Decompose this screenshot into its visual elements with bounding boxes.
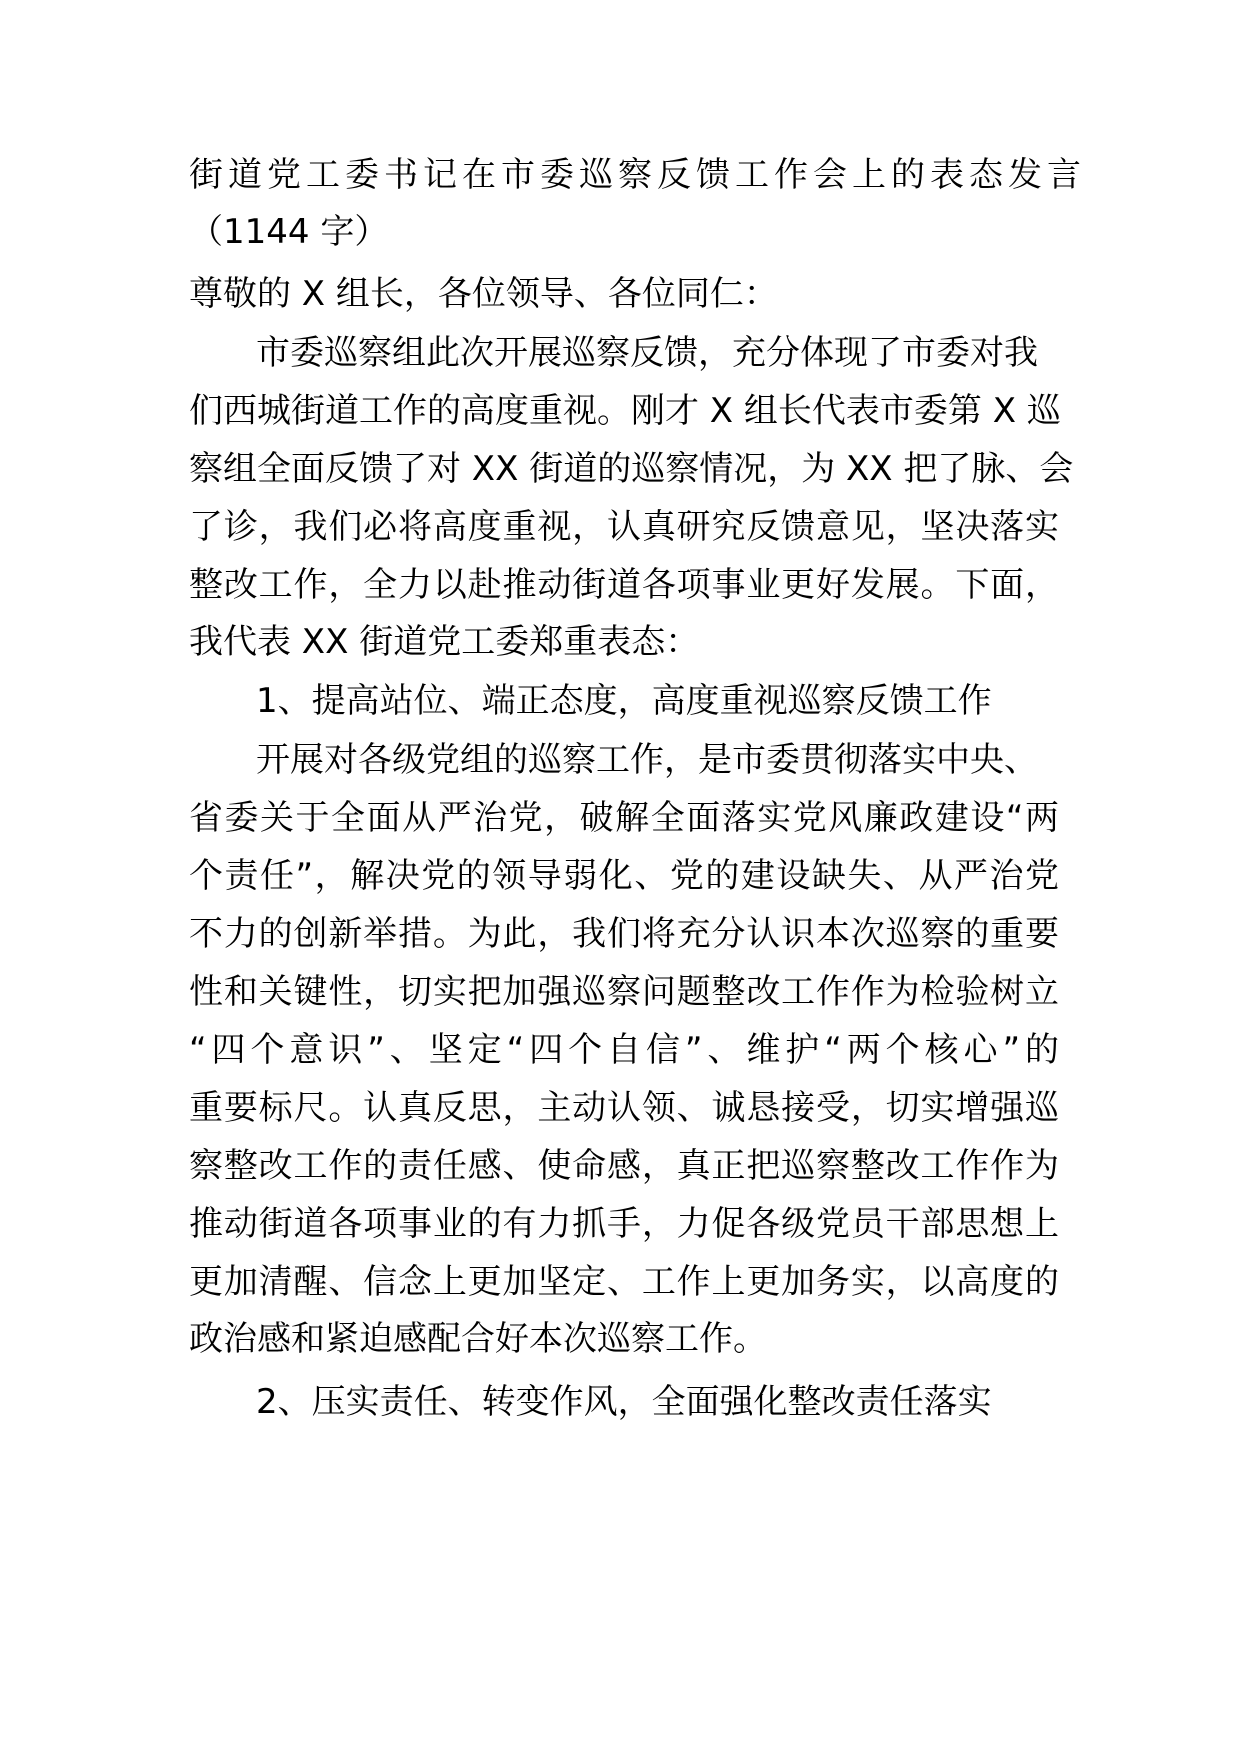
paragraph-1-line-3: 察组全面反馈了对 XX 街道的巡察情况，为 XX 把了脉、会 [189,449,1074,489]
paragraph-2-line-9: 推动街道各项事业的有力抓手，力促各级党员干部思想上 [189,1204,1059,1244]
paragraph-2-line-3: 个责任”，解决党的领导弱化、党的建设缺失、从严治党 [189,856,1059,896]
paragraph-1-line-5: 整改工作，全力以赴推动街道各项事业更好发展。下面， [189,565,1059,605]
paragraph-2-line-1: 开展对各级党组的巡察工作，是市委贯彻落实中央、 [256,740,1038,780]
paragraph-1-line-4: 了诊，我们必将高度重视，认真研究反馈意见，坚决落实 [189,507,1059,547]
paragraph-2-line-4: 不力的创新举措。为此，我们将充分认识本次巡察的重要 [189,914,1059,954]
paragraph-2-line-2: 省委关于全面从严治党，破解全面落实党风廉政建设“两 [189,798,1059,838]
salutation: 尊敬的 X 组长，各位领导、各位同仁： [189,274,778,314]
paragraph-1-line-2: 们西城街道工作的高度重视。刚才 X 组长代表市委第 X 巡 [189,391,1061,431]
paragraph-2-line-10: 更加清醒、信念上更加坚定、工作上更加务实，以高度的 [189,1262,1059,1302]
paragraph-2-line-5: 性和关键性，切实把加强巡察问题整改工作作为检验树立 [189,972,1059,1012]
paragraph-2-line-11: 政治感和紧迫感配合好本次巡察工作。 [189,1319,767,1359]
paragraph-2-line-7: 重要标尺。认真反思，主动认领、诚恳接受，切实增强巡 [189,1088,1059,1128]
paragraph-2-line-6: “四个意识”、坚定“四个自信”、维护“两个核心”的 [189,1030,1059,1070]
paragraph-1-line-1: 市委巡察组此次开展巡察反馈，充分体现了市委对我 [256,333,1038,373]
section-heading-2: 2、压实责任、转变作风，全面强化整改责任落实 [256,1382,992,1422]
section-heading-1: 1、提高站位、端正态度，高度重视巡察反馈工作 [256,681,992,721]
paragraph-1-line-6: 我代表 XX 街道党工委郑重表态： [189,622,700,662]
paragraph-2-line-8: 察整改工作的责任感、使命感，真正把巡察整改工作作为 [189,1146,1059,1186]
document-title: 街道党工委书记在市委巡察反馈工作会上的表态发言 [189,155,1086,195]
document-word-count: （1144 字） [189,212,389,252]
